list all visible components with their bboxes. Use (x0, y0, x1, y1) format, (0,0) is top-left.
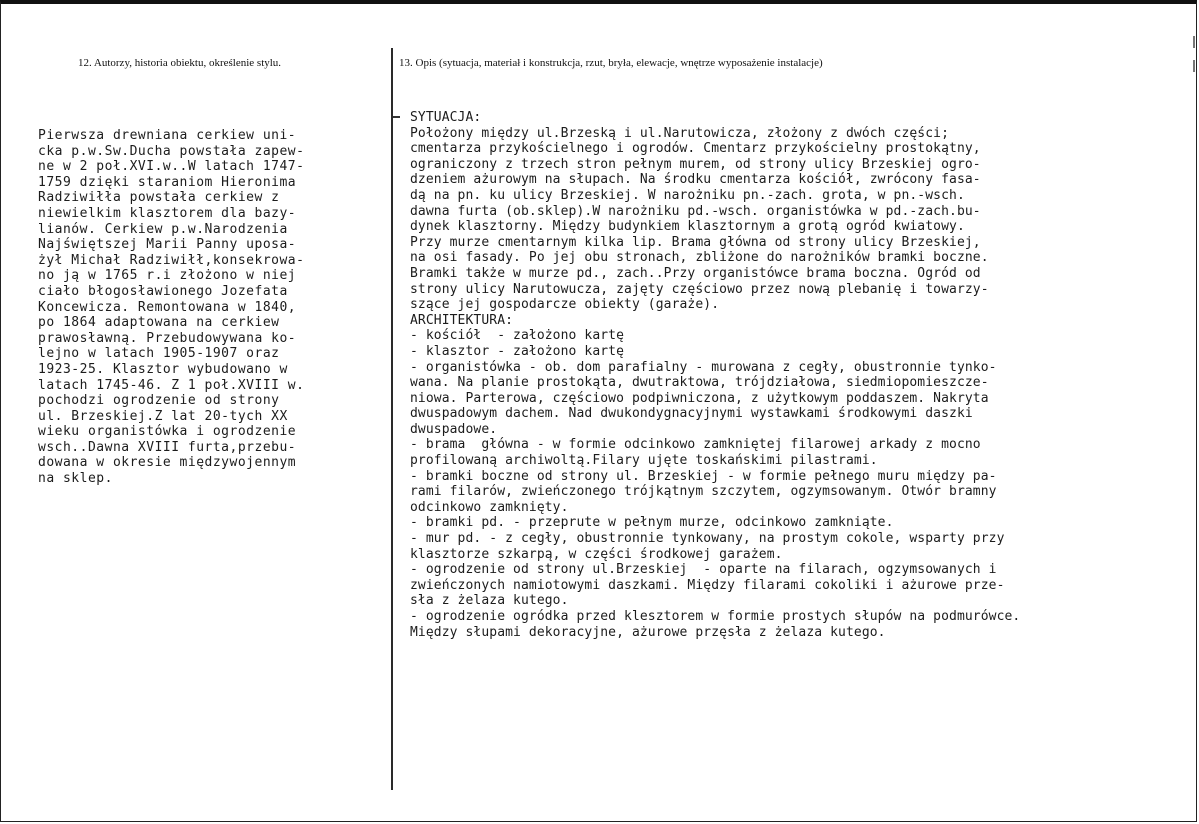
description-line: - ogrodzenie ogródka przed klesztorem w formie prostych słupów na podmurówce. (410, 609, 1021, 624)
description-line: Położony między ul.Brzeską i ul.Narutowicza, złożony z dwóch części; (410, 125, 950, 141)
description-line: Bramki także w murze pd., zach..Przy organistówce brama boczna. Ogród od (410, 265, 981, 281)
description-line: rami filarów, zwieńczonego trójkątnym szczytem, ogzymsowanym. Otwór bramny (410, 484, 997, 500)
description-line: - organistówka - ob. dom parafialny - murowana z cegły, obustronnie tynko- (410, 359, 997, 375)
history-line: Pierwsza drewniana cerkiew uni- (38, 128, 297, 143)
description-line: strony ulicy Narutowucza, zajęty częściowo przez nową plebanię i towarzy- (410, 281, 989, 297)
history-line: 1759 dzięki staraniom Hieronima (38, 174, 297, 190)
history-line: cka p.w.Sw.Ducha powstała zapew- (38, 143, 305, 159)
history-line: latach 1745-46. Z 1 poł.XVIII w. (38, 377, 305, 393)
description-line: - bramki pd. - przeprute w pełnym murze, odcinkowo zamkniąte. (410, 515, 894, 531)
description-line: - bramki boczne od strony ul. Brzeskiej - w formie pełnego muru między pa- (410, 468, 997, 484)
description-line: Przy murze cmentarnym kilka lip. Brama główna od strony ulicy Brzeskiej, (410, 234, 981, 250)
description-line: - ogrodzenie od strony ul.Brzeskiej - oparte na filarach, ogzymsowanych i (410, 562, 997, 578)
section-12-heading: 12. Autorzy, historia obiektu, określenie stylu. (78, 57, 282, 69)
description-line: dwuspadowym dachem. Nad dwukondygnacyjnymi wystawkami środkowymi daszki (410, 406, 973, 422)
description-line: zwieńczonych namiotowymi daszkami. Między filarami cokoliki i ażurowe prze- (410, 577, 1005, 593)
history-line: pochodzi ogrodzenie od strony (38, 393, 280, 409)
description-line: dzeniem ażurowym na słupach. Na środku cmentarza kościół, zwrócony fasa- (410, 172, 981, 188)
history-line: lejno w latach 1905-1907 oraz (38, 346, 280, 362)
description-line: dawna furta (ob.sklep).W narożniku pd.-wsch. organistówka w pd.-zach.bu- (410, 203, 981, 219)
history-line: niewielkim klasztorem dla bazy- (38, 205, 297, 221)
description-line: Między słupami dekoracyjne, ażurowe przęsła z żelaza kutego. (410, 624, 886, 640)
history-line: Najświętszej Marii Panny uposa- (38, 237, 297, 253)
history-line: żył Michał Radziwiłł,konsekrowa- (38, 252, 305, 268)
description-line: cmentarza przykościelnego i ogrodów. Cmentarz przykościelny prostokątny, (410, 141, 981, 157)
history-line: wieku organistówka i ogrodzenie (38, 424, 297, 440)
history-line: na sklep. (38, 471, 113, 487)
edge-mark (1193, 36, 1195, 48)
history-line: ciało błogosławionego Jozefata (38, 283, 288, 299)
description-line: dą na pn. ku ulicy Brzeskiej. W narożniku pn.-zach. grota, w pn.-wsch. (410, 187, 965, 203)
divider-tick (393, 116, 400, 118)
description-line: sła z żelaza kutego. (410, 593, 569, 609)
history-line: Radziwiłła powstała cerkiew z (38, 190, 280, 206)
history-line: wsch..Dawna XVIII furta,przebu- (38, 439, 297, 455)
description-line: na osi fasady. Po jej obu stronach, zbliżone do narożników bramki boczne. (410, 250, 989, 266)
description-line: dwuspadowe. (410, 421, 498, 437)
description-line: - klasztor - założono kartę (410, 343, 625, 359)
section-13-heading: 13. Opis (sytuacja, materiał i konstrukcja, rzut, bryła, elewacje, wnętrze wyposażenie instalacje) (399, 57, 823, 69)
history-line: Koncewicza. Remontowana w 1840, (38, 299, 297, 315)
description-line: klasztorze szkarpą, w części środkowej garażem. (410, 546, 783, 562)
history-line: prawosławną. Przebudowywana ko- (38, 330, 297, 346)
history-line: ul. Brzeskiej.Z lat 20-tych XX (38, 408, 288, 424)
description-line: profilowaną archiwoltą.Filary ujęte toskańskimi pilastrami. (410, 453, 878, 469)
history-line: lianów. Cerkiew p.w.Narodzenia (38, 221, 288, 237)
history-line: dowana w okresie międzywojennym (38, 455, 297, 471)
history-line: ne w 2 poł.XVI.w..W latach 1747- (38, 159, 305, 175)
description-line: - brama główna - w formie odcinkowo zamkniętej filarowej arkady z mocno (410, 437, 981, 453)
description-line: SYTUACJA: (410, 110, 482, 125)
description-line: - kościół - założono kartę (410, 328, 625, 344)
description-line: odcinkowo zamknięty. (410, 499, 569, 515)
description-line: niowa. Parterowa, częściowo podpiwniczona, z użytkowym poddaszem. Nakryta (410, 390, 989, 406)
description-line: wana. Na planie prostokąta, dwutraktowa, trójdziałowa, siedmiopomieszcze- (410, 375, 989, 391)
description-line: - mur pd. - z cegły, obustronnie tynkowany, na prostym cokole, wsparty przy (410, 531, 1005, 547)
description-line: szące jej gospodarcze obiekty (garaże). (410, 297, 720, 313)
description-line: dynek klasztorny. Między budynkiem klasztornym a grotą ogród kwiatowy. (410, 219, 965, 235)
history-line: 1923-25. Klasztor wybudowano w (38, 361, 288, 377)
history-line: no ją w 1765 r.i złożono w niej (38, 268, 297, 284)
history-line: po 1864 adaptowana na cerkiew (38, 315, 280, 331)
description-line: ograniczony z trzech stron pełnym murem, od strony ulicy Brzeskiej ogro- (410, 156, 981, 172)
description-text (410, 110, 1190, 640)
column-divider (391, 48, 393, 790)
history-text (38, 128, 378, 487)
description-line: ARCHITEKTURA: (410, 312, 514, 328)
edge-mark (1193, 60, 1195, 72)
